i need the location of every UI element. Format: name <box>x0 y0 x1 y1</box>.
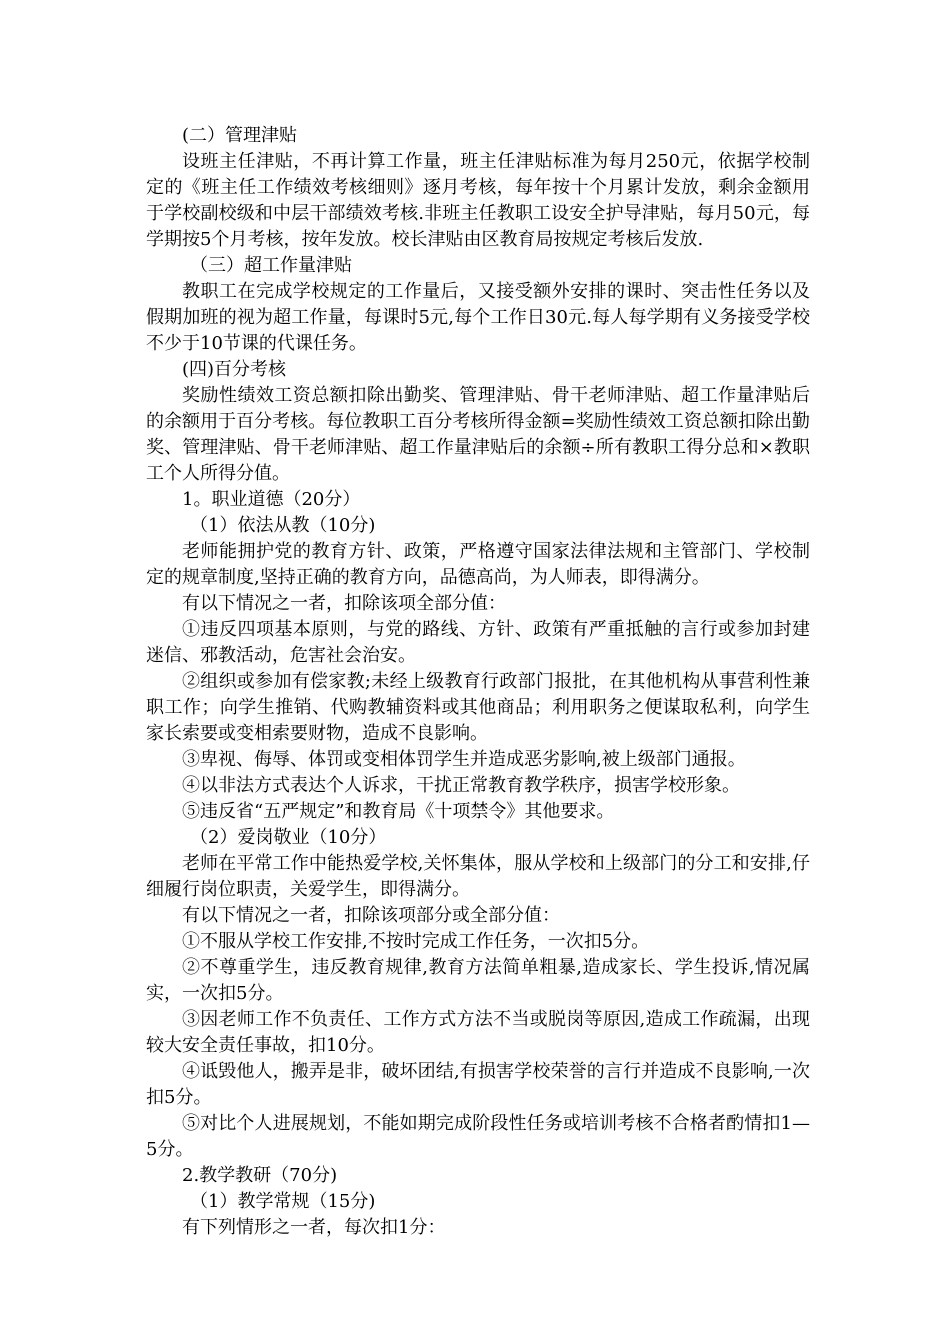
body-paragraph: 老师在平常工作中能热爱学校,关怀集体，服从学校和上级部门的分工和安排,仔细履行岗位职责，关爱学生，即得满分。 <box>146 853 810 900</box>
list-item: ③卑视、侮辱、体罚或变相体罚学生并造成恶劣影响,被上级部门通报。 <box>182 749 746 770</box>
body-paragraph: 有下列情形之一者，每次扣1分： <box>182 1217 446 1238</box>
list-item: ③因老师工作不负责任、工作方式方法不当或脱岗等原因,造成工作疏漏，出现较大安全责任事故，扣10分。 <box>146 1009 810 1056</box>
item-heading: （1）依法从教（10分) <box>190 515 376 536</box>
item-heading: （2）爱岗敬业（10分） <box>190 827 387 848</box>
list-item: ①违反四项基本原则，与党的路线、方针、政策有严重抵触的言行或参加封建迷信、邪教活动，危害社会治安。 <box>146 619 810 666</box>
list-item: ④以非法方式表达个人诉求，干扰正常教育教学秩序，损害学校形象。 <box>182 775 740 796</box>
list-item: ②不尊重学生，违反教育规律,教育方法简单粗暴,造成家长、学生投诉,情况属实，一次扣5分。 <box>146 957 810 1004</box>
section-heading: (二）管理津贴 <box>182 125 298 146</box>
body-paragraph: 老师能拥护党的教育方针、政策，严格遵守国家法律法规和主管部门、学校制定的规章制度,坚持正确的教育方向，品德高尚，为人师表，即得满分。 <box>146 541 810 588</box>
body-paragraph: 教职工在完成学校规定的工作量后，又接受额外安排的课时、突击性任务以及假期加班的视为超工作量，每课时5元,每个工作日30元.每人每学期有义务接受学校不少于10节课的代课任务。 <box>146 281 810 354</box>
section-heading: (四)百分考核 <box>182 359 287 380</box>
document-page <box>146 123 810 1241</box>
body-paragraph: 有以下情况之一者，扣除该项全部分值： <box>182 593 506 614</box>
body-paragraph: 奖励性绩效工资总额扣除出勤奖、管理津贴、骨干老师津贴、超工作量津贴后的余额用于百分考核。每位教职工百分考核所得金额=奖励性绩效工资总额扣除出勤奖、管理津贴、骨干老师津贴、超工作量津贴后的余额÷所有教职工得分总和×教职工个人所得分值。 <box>146 385 810 484</box>
list-item: ②组织或参加有偿家教;未经上级教育行政部门报批，在其他机构从事营利性兼职工作；向学生推销、代购教辅资料或其他商品；利用职务之便谋取私利，向学生家长索要或变相索要财物，造成不良影响。 <box>146 671 810 744</box>
list-item: ④诋毁他人，搬弄是非，破坏团结,有损害学校荣誉的言行并造成不良影响,一次扣5分。 <box>146 1061 810 1108</box>
subsection-heading: 2.教学教研（70分) <box>182 1165 338 1186</box>
body-paragraph: 设班主任津贴，不再计算工作量，班主任津贴标准为每月250元，依据学校制定的《班主任工作绩效考核细则》逐月考核，每年按十个月累计发放，剩余金额用于学校副校级和中层干部绩效考核.非班主任教职工设安全护导津贴，每月50元，每学期按5个月考核，按年发放。校长津贴由区教育局按规定考核后发放. <box>146 151 810 250</box>
list-item: ⑤违反省“五严规定”和教育局《十项禁令》其他要求。 <box>182 801 615 822</box>
section-heading: （三）超工作量津贴 <box>190 255 352 276</box>
body-paragraph: 有以下情况之一者，扣除该项部分或全部分值： <box>182 905 560 926</box>
list-item: ①不服从学校工作安排,不按时完成工作任务，一次扣5分。 <box>182 931 650 952</box>
list-item: ⑤对比个人进展规划，不能如期完成阶段性任务或培训考核不合格者酌情扣1—5分。 <box>146 1113 810 1160</box>
item-heading: （1）教学常规（15分) <box>190 1191 376 1212</box>
subsection-heading: 1。职业道德（20分） <box>182 489 361 510</box>
